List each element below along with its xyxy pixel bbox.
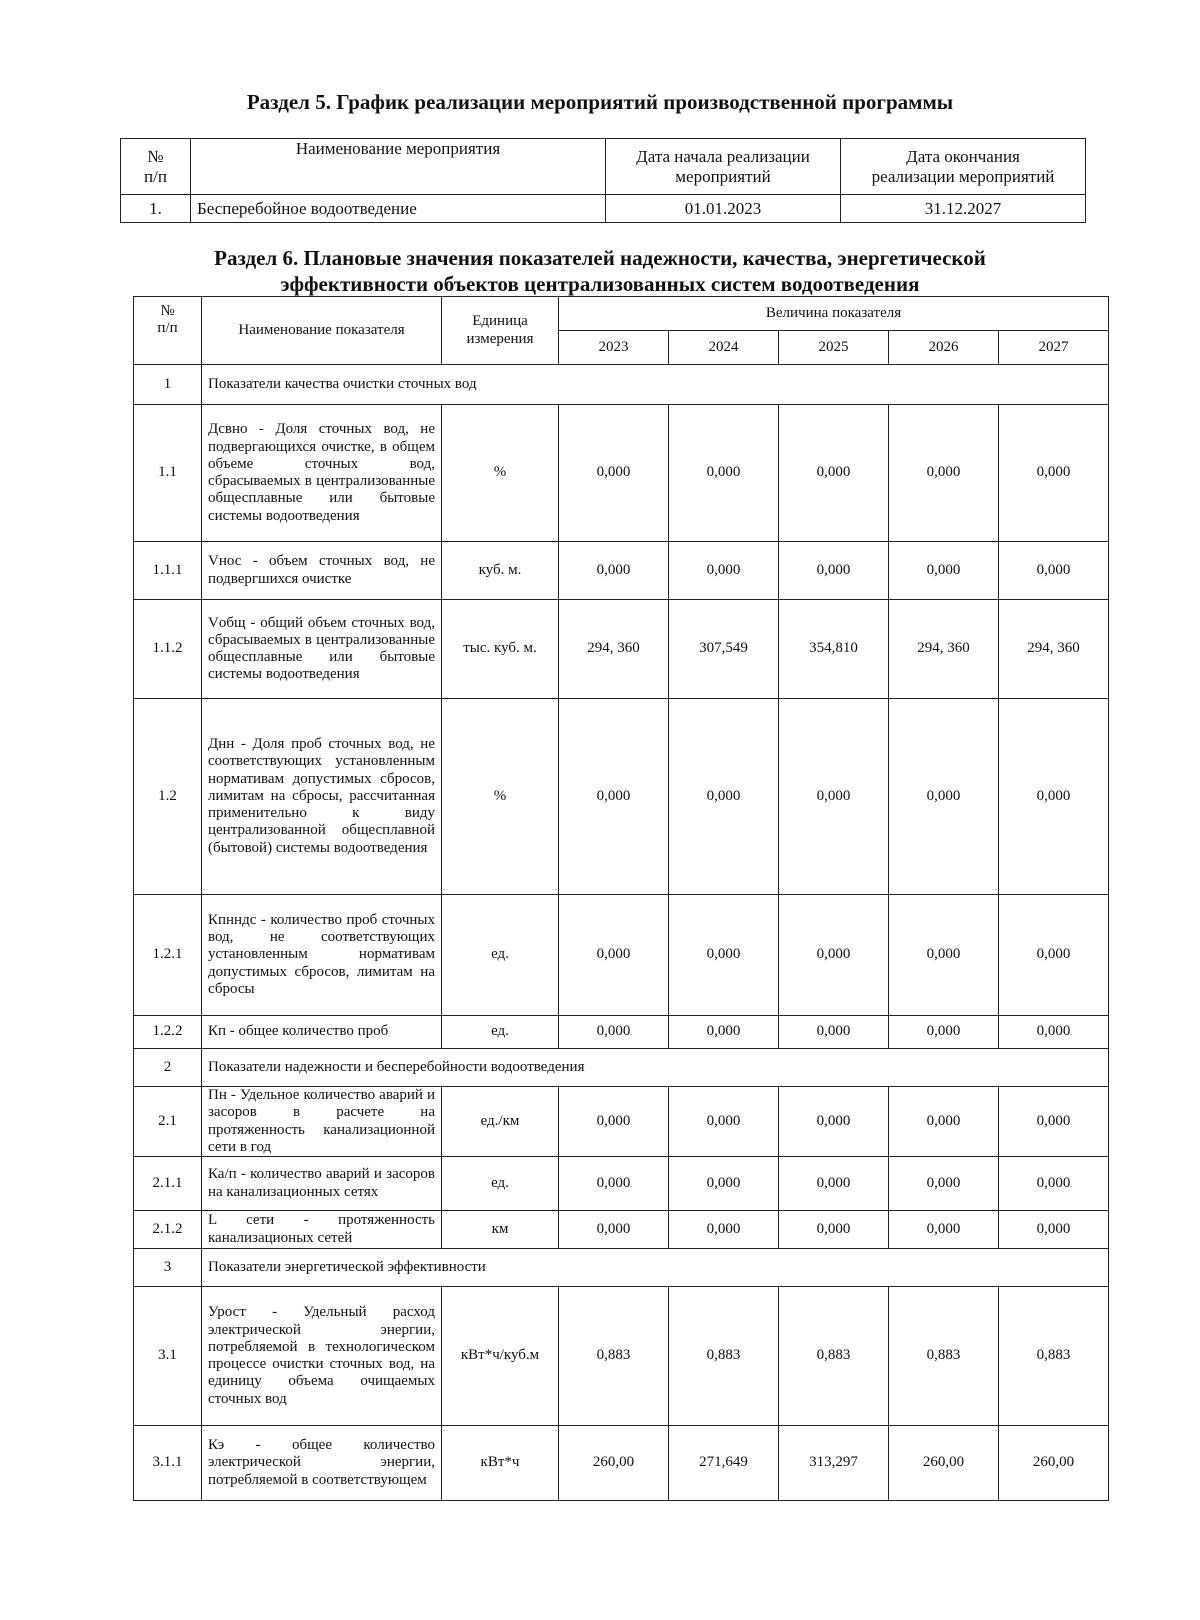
indicator-num-cell: 1.2 — [134, 699, 202, 895]
indicator-num-cell: 1.2.1 — [134, 895, 202, 1016]
indicator-row — [134, 699, 1109, 895]
indicator-value-cell: 0,000 — [889, 405, 999, 542]
indicator-num-cell: 1.1.2 — [134, 600, 202, 699]
indicator-value-cell: 271,649 — [669, 1426, 779, 1501]
indicator-value-cell: 313,297 — [779, 1426, 889, 1501]
indicator-num-cell: 3.1 — [134, 1287, 202, 1426]
indicator-num-cell: 1.1.1 — [134, 542, 202, 600]
indicator-name-cell: Урост - Удельный расход электрической энергии, потребляемой в технологическом процессе очистки сточных вод, на единицу объема очищаемых сточных вод — [202, 1287, 442, 1426]
indicator-num-cell: 2.1.1 — [134, 1157, 202, 1211]
year-header: 2025 — [779, 331, 889, 365]
year-header: 2024 — [669, 331, 779, 365]
indicator-value-cell: 0,000 — [889, 1087, 999, 1157]
indicator-value-cell: 0,000 — [779, 405, 889, 542]
indicator-value-cell: 0,000 — [559, 542, 669, 600]
indicator-value-cell: 0,000 — [999, 1211, 1109, 1249]
indicator-unit-cell: ед. — [442, 1157, 559, 1211]
indicator-group-row — [134, 1249, 1109, 1287]
schedule-header-end: Дата окончания реализации мероприятий — [841, 139, 1086, 195]
schedule-table — [120, 138, 1086, 223]
indicator-value-cell: 294, 360 — [999, 600, 1109, 699]
indicator-num-cell: 3.1.1 — [134, 1426, 202, 1501]
indicator-value-cell: 0,000 — [669, 1016, 779, 1049]
schedule-cell-num: 1. — [121, 195, 191, 223]
indicator-name-cell: Дсвно - Доля сточных вод, не подвергающихся очистке, в общем объеме сточных вод, сбрасываемых в централизованные общесплавные или бытовые системы водоотведения — [202, 405, 442, 542]
indicator-value-cell: 307,549 — [669, 600, 779, 699]
schedule-header-row — [121, 139, 1086, 195]
indicator-name-cell: Vнос - объем сточных вод, не подвергшихся очистке — [202, 542, 442, 600]
indicator-value-cell: 0,000 — [889, 895, 999, 1016]
indicator-value-cell: 0,000 — [889, 1157, 999, 1211]
indicator-value-cell: 0,000 — [889, 1016, 999, 1049]
section5-title: Раздел 5. График реализации мероприятий производственной программы — [246, 90, 954, 114]
indicator-value-cell: 0,000 — [999, 1087, 1109, 1157]
group-num-cell: 1 — [134, 365, 202, 405]
indicator-unit-cell: % — [442, 405, 559, 542]
indicator-value-cell: 354,810 — [779, 600, 889, 699]
indicator-unit-cell: % — [442, 699, 559, 895]
group-name-cell: Показатели надежности и бесперебойности водоотведения — [202, 1049, 1109, 1087]
indicator-row — [134, 895, 1109, 1016]
indicator-value-cell: 0,000 — [779, 1211, 889, 1249]
indicator-value-cell: 0,000 — [999, 1157, 1109, 1211]
indicator-value-cell: 0,000 — [559, 699, 669, 895]
indicator-value-cell: 0,000 — [669, 699, 779, 895]
indicator-row — [134, 1087, 1109, 1157]
indicator-value-cell: 0,000 — [999, 542, 1109, 600]
indicators-header-unit: Единица измерения — [442, 297, 559, 365]
indicator-value-cell: 0,000 — [669, 1211, 779, 1249]
indicators-header-num: № п/п — [134, 297, 202, 365]
indicator-value-cell: 294, 360 — [559, 600, 669, 699]
indicator-name-cell: Кэ - общее количество электрической энергии, потребляемой в соответствующем — [202, 1426, 442, 1501]
indicator-name-cell: L сети - протяженность канализационых сетей — [202, 1211, 442, 1249]
indicators-header-value: Величина показателя — [559, 297, 1109, 331]
indicator-value-cell: 294, 360 — [889, 600, 999, 699]
indicator-value-cell: 0,000 — [779, 1087, 889, 1157]
schedule-cell-start: 01.01.2023 — [606, 195, 841, 223]
indicator-value-cell: 0,883 — [779, 1287, 889, 1426]
section6-title-line1: Раздел 6. Плановые значения показателей надежности, качества, энергетической — [214, 246, 986, 270]
indicator-value-cell: 0,000 — [999, 405, 1109, 542]
indicator-value-cell: 0,000 — [559, 895, 669, 1016]
indicator-unit-cell: кВт*ч/куб.м — [442, 1287, 559, 1426]
indicator-value-cell: 0,000 — [669, 895, 779, 1016]
schedule-header-start: Дата начала реализации мероприятий — [606, 139, 841, 195]
schedule-cell-end: 31.12.2027 — [841, 195, 1086, 223]
indicator-value-cell: 260,00 — [889, 1426, 999, 1501]
indicator-value-cell: 0,000 — [999, 1016, 1109, 1049]
indicator-value-cell: 0,000 — [669, 542, 779, 600]
indicator-unit-cell: кВт*ч — [442, 1426, 559, 1501]
indicator-unit-cell: тыс. куб. м. — [442, 600, 559, 699]
section6-title-line2: эффективности объектов централизованных систем водоотведения — [280, 272, 920, 296]
indicator-value-cell: 0,883 — [999, 1287, 1109, 1426]
indicator-value-cell: 0,000 — [669, 1157, 779, 1211]
indicator-value-cell: 0,000 — [889, 699, 999, 895]
indicator-row — [134, 542, 1109, 600]
indicator-value-cell: 0,000 — [559, 1016, 669, 1049]
year-header: 2026 — [889, 331, 999, 365]
indicator-value-cell: 0,000 — [779, 1016, 889, 1049]
indicator-num-cell: 2.1 — [134, 1087, 202, 1157]
indicator-name-cell: Днн - Доля проб сточных вод, не соответствующих установленным нормативам допустимых сбросов, лимитам на сбросы, рассчитанная применительно к виду централизованной общесплавной (бытовой) системы водоотведения — [202, 699, 442, 895]
indicator-value-cell: 0,000 — [559, 1087, 669, 1157]
indicator-value-cell: 0,000 — [999, 699, 1109, 895]
group-num-cell: 2 — [134, 1049, 202, 1087]
indicator-name-cell: Пн - Удельное количество аварий и засоров в расчете на протяженность канализационной сети в год — [202, 1087, 442, 1157]
indicator-num-cell: 2.1.2 — [134, 1211, 202, 1249]
indicators-header-name: Наименование показателя — [202, 297, 442, 365]
indicator-value-cell: 0,000 — [779, 895, 889, 1016]
indicator-row — [134, 600, 1109, 699]
indicator-unit-cell: куб. м. — [442, 542, 559, 600]
schedule-header-num: № п/п — [121, 139, 191, 195]
year-header: 2027 — [999, 331, 1109, 365]
indicator-value-cell: 0,000 — [559, 405, 669, 542]
group-name-cell: Показатели качества очистки сточных вод — [202, 365, 1109, 405]
group-num-cell: 3 — [134, 1249, 202, 1287]
indicators-header-row — [134, 297, 1109, 331]
schedule-cell-name: Бесперебойное водоотведение — [191, 195, 606, 223]
indicator-row — [134, 405, 1109, 542]
indicator-value-cell: 0,883 — [559, 1287, 669, 1426]
indicator-unit-cell: ед. — [442, 895, 559, 1016]
indicator-row — [134, 1287, 1109, 1426]
indicator-value-cell: 0,883 — [669, 1287, 779, 1426]
indicator-row — [134, 1211, 1109, 1249]
indicator-value-cell: 260,00 — [559, 1426, 669, 1501]
indicator-value-cell: 0,000 — [559, 1157, 669, 1211]
year-header: 2023 — [559, 331, 669, 365]
schedule-header-name: Наименование мероприятия — [191, 139, 606, 195]
indicator-row — [134, 1426, 1109, 1501]
indicator-value-cell: 0,000 — [669, 405, 779, 542]
indicator-name-cell: Ка/п - количество аварий и засоров на канализационных сетях — [202, 1157, 442, 1211]
indicator-value-cell: 0,000 — [559, 1211, 669, 1249]
indicator-num-cell: 1.2.2 — [134, 1016, 202, 1049]
indicator-value-cell: 0,000 — [779, 1157, 889, 1211]
indicator-group-row — [134, 365, 1109, 405]
indicator-group-row — [134, 1049, 1109, 1087]
indicator-num-cell: 1.1 — [134, 405, 202, 542]
indicator-unit-cell: км — [442, 1211, 559, 1249]
indicator-row — [134, 1157, 1109, 1211]
indicator-value-cell: 0,883 — [889, 1287, 999, 1426]
indicator-unit-cell: ед./км — [442, 1087, 559, 1157]
indicator-name-cell: Vобщ - общий объем сточных вод, сбрасываемых в централизованные общесплавные или бытовые системы водоотведения — [202, 600, 442, 699]
group-name-cell: Показатели энергетической эффективности — [202, 1249, 1109, 1287]
indicator-name-cell: Кпнндс - количество проб сточных вод, не соответствующих установленным нормативам допустимых сбросов, лимитам на сбросы — [202, 895, 442, 1016]
indicator-value-cell: 0,000 — [779, 542, 889, 600]
indicator-name-cell: Кп - общее количество проб — [202, 1016, 442, 1049]
indicator-value-cell: 0,000 — [999, 895, 1109, 1016]
indicators-table — [133, 296, 1109, 1501]
indicator-unit-cell: ед. — [442, 1016, 559, 1049]
indicator-row — [134, 1016, 1109, 1049]
indicator-value-cell: 0,000 — [889, 542, 999, 600]
indicator-value-cell: 260,00 — [999, 1426, 1109, 1501]
indicator-value-cell: 0,000 — [779, 699, 889, 895]
schedule-row — [121, 195, 1086, 223]
indicator-value-cell: 0,000 — [669, 1087, 779, 1157]
indicator-value-cell: 0,000 — [889, 1211, 999, 1249]
